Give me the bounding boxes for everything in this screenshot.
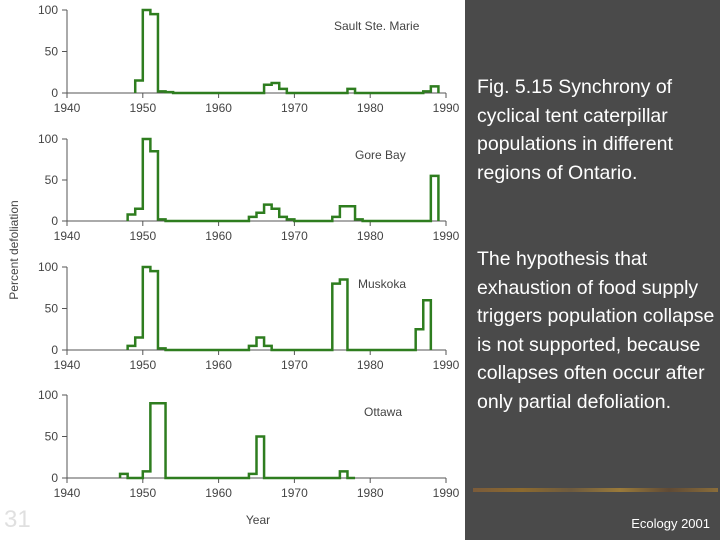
data-point <box>342 205 344 207</box>
x-tick-label: 1960 <box>205 486 232 500</box>
x-tick-label: 1990 <box>432 486 460 500</box>
data-point <box>259 212 261 214</box>
x-tick-label: 1980 <box>356 229 384 243</box>
data-point <box>342 278 344 280</box>
data-point <box>433 175 435 177</box>
data-point <box>153 270 155 272</box>
region-label: Muskoka <box>358 277 407 291</box>
data-point <box>123 473 125 475</box>
data-point <box>153 150 155 152</box>
data-point <box>289 218 291 220</box>
x-tick-label: 1950 <box>129 486 157 500</box>
series-line-4 <box>120 403 355 478</box>
data-point <box>252 345 254 347</box>
x-tick-label: 1950 <box>129 101 157 115</box>
y-tick-label: 0 <box>51 86 58 100</box>
data-point <box>252 216 254 218</box>
data-point <box>335 216 337 218</box>
y-tick-label: 0 <box>51 343 58 357</box>
data-point <box>259 336 261 338</box>
x-tick-label: 1940 <box>53 358 81 372</box>
x-tick-label: 1980 <box>356 358 384 372</box>
x-tick-label: 1940 <box>53 486 81 500</box>
x-axis-title: Year <box>245 513 271 527</box>
data-point <box>358 218 360 220</box>
x-tick-label: 1980 <box>356 486 384 500</box>
y-tick-label: 100 <box>37 3 58 17</box>
data-point <box>267 84 269 86</box>
data-point <box>282 88 284 90</box>
y-tick-label: 50 <box>44 301 58 316</box>
region-label: Ottawa <box>364 405 403 419</box>
data-point <box>130 213 132 215</box>
x-tick-label: 1940 <box>53 101 81 115</box>
data-point <box>138 79 140 81</box>
data-point <box>267 477 269 479</box>
data-point <box>350 205 352 207</box>
y-tick-label: 0 <box>51 471 58 485</box>
data-point <box>161 402 163 404</box>
data-point <box>267 203 269 205</box>
data-point <box>168 477 170 479</box>
data-point <box>161 347 163 349</box>
x-tick-label: 1970 <box>281 229 308 243</box>
y-tick-label: 50 <box>44 173 58 187</box>
data-point <box>267 345 269 347</box>
decorative-divider <box>473 488 718 492</box>
x-tick-label: 1980 <box>356 101 384 115</box>
data-point <box>426 90 428 92</box>
data-point <box>335 282 337 284</box>
hypothesis-text: The hypothesis that exhaustion of food supply triggers population collapse is not supported, because collapses often occur after only partial defoliation. <box>477 248 715 413</box>
data-point <box>426 299 428 301</box>
data-point <box>130 345 132 347</box>
slide-number: 31 <box>4 506 31 533</box>
data-point <box>145 9 147 11</box>
data-point <box>138 208 140 210</box>
x-tick-label: 1950 <box>129 229 157 243</box>
x-tick-label: 1960 <box>205 358 232 372</box>
x-tick-label: 1950 <box>129 358 157 372</box>
x-tick-label: 1970 <box>281 486 308 500</box>
data-point <box>145 266 147 268</box>
data-point <box>153 402 155 404</box>
data-point <box>153 13 155 15</box>
y-tick-label: 50 <box>44 429 58 444</box>
data-point <box>342 470 344 472</box>
x-tick-label: 1970 <box>281 358 308 372</box>
y-tick-label: 100 <box>37 132 58 146</box>
x-tick-label: 1990 <box>432 229 460 243</box>
data-point <box>145 138 147 140</box>
x-tick-label: 1960 <box>205 229 232 243</box>
data-point <box>282 216 284 218</box>
x-tick-label: 1960 <box>205 101 232 115</box>
y-tick-label: 0 <box>51 214 58 228</box>
footer-text: Ecology 2001 <box>631 516 710 531</box>
data-point <box>145 470 147 472</box>
data-point <box>350 349 352 351</box>
y-axis-title: Percent defoliation <box>7 200 21 300</box>
data-point <box>274 82 276 84</box>
data-point <box>433 85 435 87</box>
data-point <box>168 91 170 93</box>
data-point <box>350 88 352 90</box>
figure-caption: Fig. 5.15 Synchrony of cyclical tent caterpillar populations in different regions of Ontario. <box>477 76 673 184</box>
data-point <box>350 477 352 479</box>
region-label: Sault Ste. Marie <box>334 19 420 33</box>
data-point <box>161 218 163 220</box>
x-tick-label: 1990 <box>432 358 460 372</box>
y-tick-label: 100 <box>37 260 58 274</box>
data-point <box>252 473 254 475</box>
data-point <box>418 328 420 330</box>
data-point <box>274 208 276 210</box>
y-tick-label: 50 <box>44 44 58 59</box>
x-tick-label: 1970 <box>281 101 308 115</box>
region-label: Gore Bay <box>355 148 406 162</box>
x-tick-label: 1940 <box>53 229 81 243</box>
data-point <box>259 435 261 437</box>
x-tick-label: 1990 <box>432 101 460 115</box>
data-point <box>161 90 163 92</box>
data-point <box>138 336 140 338</box>
caption-panel <box>465 0 720 540</box>
y-tick-label: 100 <box>37 388 58 402</box>
